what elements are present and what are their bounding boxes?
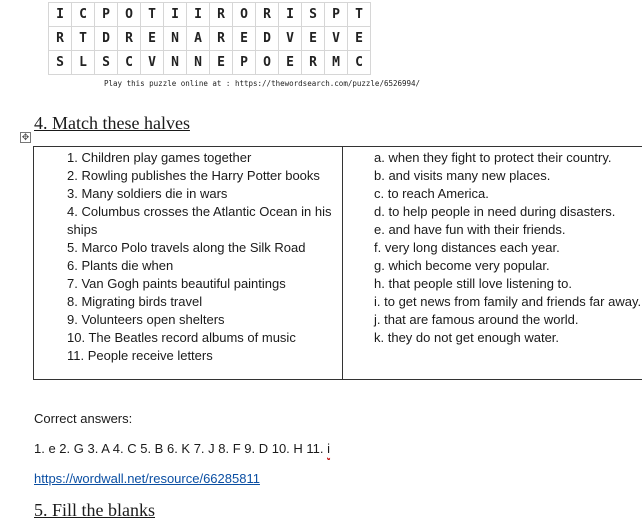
grid-cell: T: [141, 3, 164, 27]
grid-row: [49, 51, 371, 75]
right-half-item: h. that people still love listening to.: [374, 276, 573, 291]
left-half-item: 6. Plants die when: [67, 258, 174, 273]
answers-label: Correct answers:: [34, 411, 133, 426]
left-half-item: 10. The Beatles record albums of music: [67, 330, 296, 345]
table-move-handle-icon[interactable]: ✥: [21, 132, 30, 142]
section-4-heading: 4. Match these halves: [34, 113, 190, 133]
grid-cell: V: [279, 27, 302, 51]
right-halves-list: [343, 147, 642, 347]
answer-11-spellcheck: i: [327, 441, 331, 456]
left-half-item: 2. Rowling publishes the Harry Potter books: [67, 168, 320, 183]
left-half-item: 9. Volunteers open shelters: [67, 312, 225, 327]
grid-cell: P: [325, 3, 348, 27]
grid-cell: E: [302, 27, 325, 51]
grid-cell: N: [164, 51, 187, 75]
grid-cell: C: [72, 3, 95, 27]
grid-cell: E: [141, 27, 164, 51]
grid-cell: V: [325, 27, 348, 51]
grid-cell: E: [279, 51, 302, 75]
left-half-item: 5. Marco Polo travels along the Silk Road: [67, 240, 306, 255]
wordwall-resource-link[interactable]: https://wordwall.net/resource/66285811: [34, 471, 260, 486]
match-halves-table: [33, 146, 642, 380]
answers-key: 1. e 2. G 3. A 4. C 5. B 6. K 7. J 8. F 9. D 10. H 11.: [34, 441, 328, 456]
answers-text: [34, 441, 330, 456]
grid-cell: N: [164, 27, 187, 51]
grid-cell: P: [233, 51, 256, 75]
grid-cell: D: [256, 27, 279, 51]
grid-cell: R: [210, 27, 233, 51]
grid-cell: L: [72, 51, 95, 75]
right-half-item: k. they do not get enough water.: [374, 330, 560, 345]
grid-cell: P: [95, 3, 118, 27]
grid-cell: I: [279, 3, 302, 27]
right-half-item: e. and have fun with their friends.: [374, 222, 566, 237]
grid-cell: E: [348, 27, 371, 51]
grid-cell: E: [210, 51, 233, 75]
right-half-item: j. that are famous around the world.: [374, 312, 579, 327]
grid-cell: O: [233, 3, 256, 27]
grid-cell: R: [49, 27, 72, 51]
grid-cell: O: [256, 51, 279, 75]
grid-cell: E: [233, 27, 256, 51]
grid-cell: R: [118, 27, 141, 51]
grid-cell: D: [95, 27, 118, 51]
right-half-item: i. to get news from family and friends far away.: [374, 294, 642, 309]
grid-cell: N: [187, 51, 210, 75]
grid-cell: R: [210, 3, 233, 27]
left-half-item: 7. Van Gogh paints beautiful paintings: [67, 276, 286, 291]
right-half-item: g. which become very popular.: [374, 258, 550, 273]
wordsearch-grid: [48, 2, 371, 75]
grid-cell: I: [49, 3, 72, 27]
left-half-item: 4. Columbus crosses the Atlantic Ocean in his ships: [67, 204, 332, 237]
grid-cell: S: [95, 51, 118, 75]
grid-row: [49, 27, 371, 51]
left-half-item: 11. People receive letters: [67, 348, 213, 363]
grid-cell: I: [187, 3, 210, 27]
left-half-item: 1. Children play games together: [67, 150, 252, 165]
grid-cell: T: [72, 27, 95, 51]
right-half-item: f. very long distances each year.: [374, 240, 560, 255]
grid-cell: C: [348, 51, 371, 75]
grid-cell: C: [118, 51, 141, 75]
grid-cell: T: [348, 3, 371, 27]
grid-cell: M: [325, 51, 348, 75]
play-online-note: Play this puzzle online at : https://thewordsearch.com/puzzle/6526994/: [104, 79, 421, 88]
left-half-item: 8. Migrating birds travel: [67, 294, 203, 309]
left-halves-cell[interactable]: [34, 147, 343, 380]
grid-cell: S: [49, 51, 72, 75]
right-half-item: a. when they fight to protect their country.: [374, 150, 612, 165]
right-half-item: d. to help people in need during disasters.: [374, 204, 616, 219]
grid-cell: R: [256, 3, 279, 27]
right-half-item: c. to reach America.: [374, 186, 489, 201]
grid-cell: A: [187, 27, 210, 51]
left-half-item: 3. Many soldiers die in wars: [67, 186, 228, 201]
grid-row: [49, 3, 371, 27]
grid-cell: S: [302, 3, 325, 27]
section-5-heading: 5. Fill the blanks: [34, 500, 155, 520]
right-half-item: b. and visits many new places.: [374, 168, 551, 183]
grid-cell: O: [118, 3, 141, 27]
right-halves-cell[interactable]: [343, 147, 642, 380]
left-halves-list: [34, 147, 342, 365]
grid-cell: V: [141, 51, 164, 75]
grid-cell: I: [164, 3, 187, 27]
grid-cell: R: [302, 51, 325, 75]
